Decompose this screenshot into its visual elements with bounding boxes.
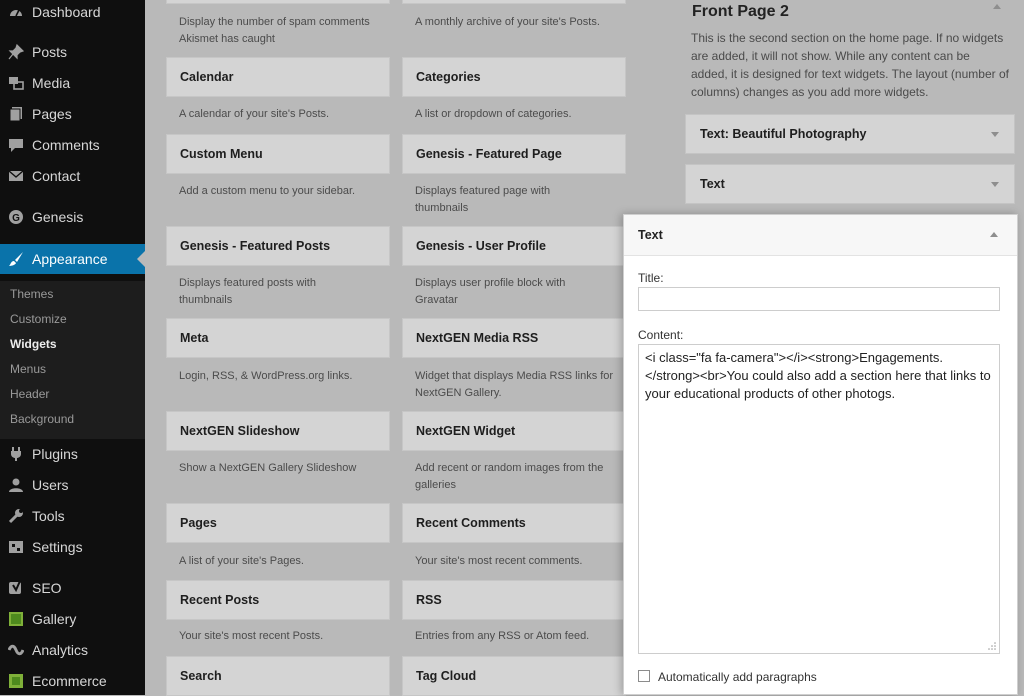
- menu-label: SEO: [32, 580, 62, 596]
- submenu-menus[interactable]: Menus: [10, 362, 47, 376]
- widget-title: Calendar: [180, 70, 234, 84]
- widget-description: Entries from any RSS or Atom feed.: [415, 630, 590, 642]
- menu-item-appearance[interactable]: [0, 244, 145, 274]
- menu-label: Posts: [32, 44, 68, 60]
- menu-label: Ecommerce: [32, 673, 107, 689]
- expand-arrow-icon[interactable]: [991, 132, 999, 137]
- menu-item-genesis[interactable]: [0, 203, 145, 231]
- mail-icon: [7, 167, 25, 185]
- genesis-icon: [7, 208, 25, 226]
- widget-nextgen-widget[interactable]: [402, 411, 626, 451]
- widget-akismet[interactable]: [166, 0, 390, 4]
- svg-text:G: G: [12, 213, 20, 224]
- widget-description: A calendar of your site's Posts.: [179, 108, 330, 120]
- submenu-background[interactable]: Background: [10, 412, 75, 426]
- menu-item-dashboard[interactable]: [0, 0, 145, 26]
- menu-item-posts[interactable]: [0, 38, 145, 66]
- menu-item-settings[interactable]: [0, 533, 145, 561]
- expand-arrow-icon[interactable]: [991, 182, 999, 187]
- widget-title: RSS: [416, 593, 442, 607]
- menu-label: Genesis: [32, 209, 84, 225]
- widget-title: Meta: [180, 331, 209, 345]
- widget-meta[interactable]: [166, 318, 390, 358]
- ecommerce-icon: [7, 672, 25, 690]
- widget-title: Genesis - Featured Posts: [180, 239, 331, 253]
- submenu-header[interactable]: Header: [10, 387, 50, 401]
- widget-pages[interactable]: [166, 503, 390, 543]
- text-widget-panel: [623, 214, 1018, 695]
- widget-description: Displays featured page with thumbnails: [415, 185, 551, 214]
- widget-title: Text: [700, 177, 725, 191]
- widget-description: A monthly archive of your site's Posts.: [415, 16, 600, 28]
- content-textarea[interactable]: [638, 344, 1000, 654]
- widget-title: Text: [638, 228, 663, 242]
- collapse-arrow-icon[interactable]: [990, 232, 998, 237]
- plug-icon: [7, 445, 25, 463]
- widget-title: Pages: [180, 516, 217, 530]
- menu-label: Users: [32, 477, 69, 493]
- widget-description: Your site's most recent comments.: [415, 555, 583, 567]
- menu-label: Dashboard: [32, 4, 101, 20]
- menu-item-media[interactable]: [0, 69, 145, 97]
- content-text: <i class="fa fa-camera"></i><strong>Engagements.</strong><br>You could also add a section here that links to your educational products of other photogs.: [645, 350, 995, 401]
- gallery-icon: [7, 610, 25, 628]
- menu-item-tools[interactable]: [0, 502, 145, 530]
- widget-description: Your site's most recent Posts.: [179, 630, 324, 642]
- menu-label: Contact: [32, 168, 81, 184]
- content-label: Content:: [638, 328, 684, 342]
- widget-title: Tag Cloud: [416, 669, 477, 683]
- dashboard-icon: [7, 3, 25, 21]
- menu-item-pages[interactable]: [0, 100, 145, 128]
- widget-title: NextGEN Media RSS: [416, 331, 539, 345]
- menu-label: Analytics: [32, 642, 89, 658]
- menu-item-users[interactable]: [0, 471, 145, 499]
- wrench-icon: [7, 507, 25, 525]
- widget-title: Genesis - Featured Page: [416, 147, 562, 161]
- menu-item-analytics[interactable]: [0, 636, 145, 664]
- analytics-icon: [7, 641, 25, 659]
- widget-title: NextGEN Slideshow: [180, 424, 300, 438]
- widget-area-description: This is the second section on the home page. If no widgets are added, it will not show. While any content can be added, it is designed for text widgets. The layout (number of columns) changes as you add more widgets.: [691, 31, 1009, 99]
- menu-item-contact[interactable]: [0, 162, 145, 190]
- auto-paragraphs-label[interactable]: Automatically add paragraphs: [658, 670, 817, 684]
- widget-title: Genesis - User Profile: [416, 239, 546, 253]
- resize-grip-icon[interactable]: [988, 642, 996, 650]
- widget-recent-posts[interactable]: [166, 580, 390, 620]
- widget-rss[interactable]: [402, 580, 626, 620]
- widget-custom-menu[interactable]: [166, 134, 390, 174]
- title-input[interactable]: [638, 287, 1000, 311]
- widget-description: Add a custom menu to your sidebar.: [179, 185, 356, 197]
- menu-item-ecommerce[interactable]: [0, 667, 145, 695]
- widget-area-title[interactable]: Front Page 2: [692, 3, 789, 20]
- widget-title: Categories: [416, 70, 481, 84]
- area-widget-text-beautiful-photography[interactable]: [685, 114, 1015, 154]
- menu-item-plugins[interactable]: [0, 440, 145, 468]
- widget-description: A list or dropdown of categories.: [415, 108, 572, 120]
- widget-title: NextGEN Widget: [416, 424, 516, 438]
- menu-label: Media: [32, 75, 71, 91]
- comments-icon: [7, 136, 25, 154]
- menu-label: Tools: [32, 508, 65, 524]
- menu-label: Comments: [32, 137, 100, 153]
- submenu-widgets[interactable]: Widgets: [10, 337, 57, 351]
- admin-sidebar: [0, 0, 145, 695]
- collapse-arrow-icon[interactable]: [993, 4, 1001, 9]
- widget-tag-cloud[interactable]: [402, 656, 626, 696]
- widget-title: Custom Menu: [180, 147, 263, 161]
- widget-description: Add recent or random images from the galleries: [415, 462, 604, 491]
- user-icon: [7, 476, 25, 494]
- submenu-customize[interactable]: Customize: [10, 312, 67, 326]
- widget-nextgen-slideshow[interactable]: [166, 411, 390, 451]
- menu-label: Settings: [32, 539, 83, 555]
- pin-icon: [7, 43, 25, 61]
- widget-description: Displays featured posts with thumbnails: [179, 277, 316, 306]
- submenu-themes[interactable]: Themes: [10, 287, 54, 301]
- widget-genesis-featured-page[interactable]: [402, 134, 626, 174]
- widget-title: Text: Beautiful Photography: [700, 127, 867, 141]
- text-widget-header[interactable]: [624, 215, 1017, 256]
- yoast-icon: [7, 579, 25, 597]
- menu-item-gallery[interactable]: [0, 605, 145, 633]
- widget-description: Display the number of spam comments Akismet has caught: [179, 16, 370, 45]
- brush-icon: [7, 250, 25, 268]
- title-label: Title:: [638, 271, 664, 285]
- widget-categories[interactable]: [402, 57, 626, 97]
- widget-recent-comments[interactable]: [402, 503, 626, 543]
- menu-label: Plugins: [32, 446, 78, 462]
- settings-icon: [7, 538, 25, 556]
- menu-label: Gallery: [32, 611, 77, 627]
- widget-description: Show a NextGEN Gallery Slideshow: [179, 462, 357, 474]
- auto-paragraphs-checkbox[interactable]: [638, 670, 650, 682]
- menu-label: Appearance: [32, 251, 108, 267]
- media-icon: [7, 74, 25, 92]
- menu-item-seo[interactable]: [0, 574, 145, 602]
- widget-title: Recent Comments: [416, 516, 526, 530]
- area-widget-text[interactable]: [685, 164, 1015, 204]
- widget-search[interactable]: [166, 656, 390, 696]
- widget-title: Recent Posts: [180, 593, 260, 607]
- widget-archives[interactable]: [402, 0, 626, 4]
- menu-item-comments[interactable]: [0, 131, 145, 159]
- widget-description: A list of your site's Pages.: [179, 555, 304, 567]
- widget-title: Search: [180, 669, 222, 683]
- widget-description: Login, RSS, & WordPress.org links.: [179, 370, 353, 382]
- pages-icon: [7, 105, 25, 123]
- widget-genesis-user-profile[interactable]: [402, 226, 626, 266]
- appearance-submenu: [0, 281, 145, 439]
- widget-description: Widget that displays Media RSS links for NextGEN Gallery.: [415, 370, 614, 399]
- widget-nextgen-media-rss[interactable]: [402, 318, 626, 358]
- widget-genesis-featured-posts[interactable]: [166, 226, 390, 266]
- widget-calendar[interactable]: [166, 57, 390, 97]
- menu-label: Pages: [32, 106, 72, 122]
- widget-description: Displays user profile block with Gravatar: [415, 277, 566, 306]
